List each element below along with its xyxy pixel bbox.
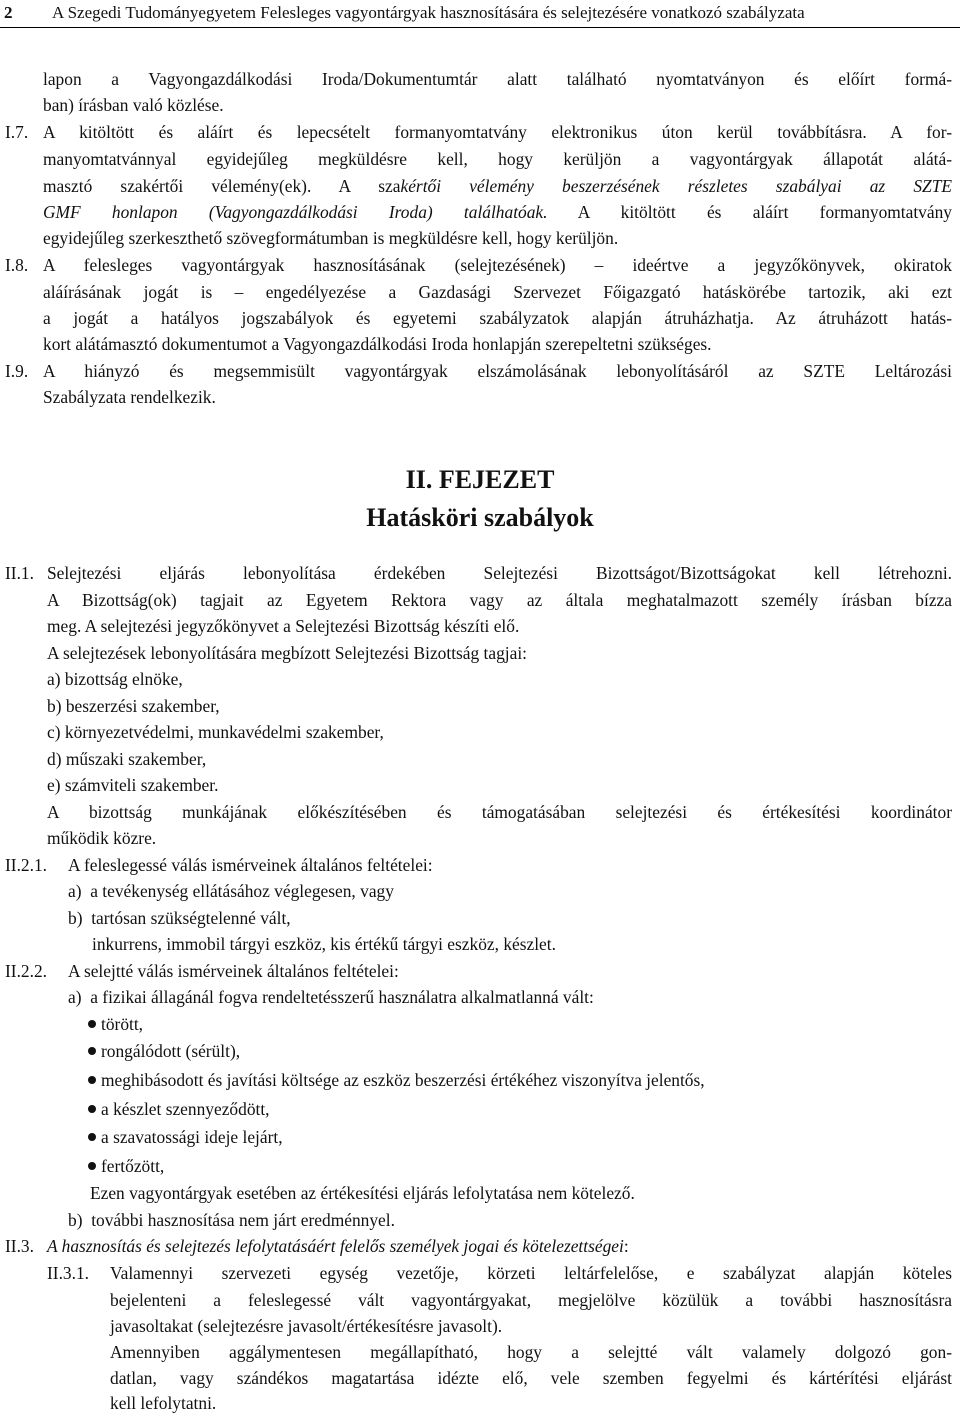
paragraph-line: aláírásának jogát is – engedélyezése a Gazdasági Szervezet Főigazgató hatáskörébe tartozik, aki ezt: [43, 282, 952, 302]
section-number: I.9.: [5, 361, 29, 381]
list-item: a) bizottság elnöke,: [47, 669, 183, 689]
bullet-icon: [88, 1105, 96, 1113]
section-number: I.7.: [5, 122, 29, 142]
paragraph-line: Ezen vagyontárgyak esetében az értékesítési eljárás lefolytatása nem kötelező.: [90, 1183, 635, 1203]
paragraph-line: A kitöltött és aláírt és lepecsételt formanyomtatvány elektronikus úton kerül továbbításra. A for-: [43, 122, 952, 142]
list-item: a) a tevékenység ellátásához véglegesen, vagy: [68, 881, 394, 901]
bullet-item: törött,: [88, 1011, 143, 1038]
section-number: II.2.2.: [5, 961, 48, 981]
header-title: A Szegedi Tudományegyetem Felesleges vagyontárgyak hasznosítására és selejtezésére vonatkozó szabályzata: [52, 3, 805, 22]
paragraph-line: Valamennyi szervezeti egység vezetője, körzeti leltárfelelőse, e szabályzat alapján köteles: [110, 1263, 952, 1283]
section-heading: A hasznosítás és selejtezés lefolytatásáért felelős személyek jogai és kötelezettségei:: [47, 1236, 629, 1256]
list-item: d) műszaki szakember,: [47, 749, 207, 769]
page-header: [0, 0, 960, 28]
paragraph-line: javasoltakat (selejtezésre javasolt/értékesítésre javasolt).: [110, 1316, 503, 1336]
paragraph-line: egyidejűleg szerkeszthető szövegformátumban is megküldésre kell, hogy kerüljön.: [43, 228, 619, 248]
section-number: II.1.: [5, 563, 34, 583]
bullet-item: a szavatossági ideje lejárt,: [88, 1124, 283, 1151]
paragraph-line: A bizottság munkájának előkészítésében és támogatásában selejtezési és értékesítési koordinátor: [47, 802, 952, 822]
paragraph-line: meg. A selejtezési jegyzőkönyvet a Selejtezési Bizottság készíti elő.: [47, 616, 520, 636]
list-item: e) számviteli szakember.: [47, 775, 219, 795]
paragraph-line: A selejtezések lebonyolítására megbízott Selejtezési Bizottság tagjai:: [47, 643, 528, 663]
paragraph-line: datlan, vagy szándékos magatartása idézte elő, vele szemben fegyelmi és kártérítési eljárást: [110, 1368, 952, 1388]
paragraph-line: kort alátámasztó dokumentumot a Vagyongazdálkodási Iroda honlapján szerepeltetni szükséges.: [43, 334, 712, 354]
bullet-item: a készlet szennyeződött,: [88, 1096, 270, 1123]
chapter-title: II. FEJEZET: [405, 465, 555, 494]
page-number: 2: [4, 3, 13, 22]
bullet-item: meghibásodott és javítási költsége az eszköz beszerzési értékéhez viszonyítva jelentős,: [88, 1067, 705, 1094]
paragraph-line: kell lefolytatni.: [110, 1393, 217, 1413]
paragraph-line: manyomtatvánnyal egyidejűleg megküldésre kell, hogy kerüljön a vagyontárgyak állapotát alátá-: [43, 149, 952, 169]
bullet-icon: [88, 1020, 96, 1028]
paragraph-line: masztó szakértői vélemény(ek). A szakértői vélemény beszerzésének részletes szabályai az SZTE: [43, 176, 952, 196]
section-number: II.3.1.: [47, 1263, 90, 1283]
paragraph-line: működik közre.: [47, 828, 157, 848]
paragraph-line: Selejtezési eljárás lebonyolítása érdekében Selejtezési Bizottságot/Bizottságokat kell létrehozni.: [47, 563, 952, 583]
bullet-icon: [88, 1076, 96, 1084]
paragraph-line: A felesleges vagyontárgyak hasznosításának (selejtezésének) – ideértve a jegyzőkönyvek, okiratok: [43, 255, 952, 275]
paragraph-line: Szabályzata rendelkezik.: [43, 387, 216, 407]
paragraph-line: Amennyiben aggálymentesen megállapítható, hogy a selejtté vált valamely dolgozó gon-: [110, 1342, 952, 1362]
paragraph-line: GMF honlapon (Vagyongazdálkodási Iroda) találhatóak. A kitöltött és aláírt formanyomtatvány: [43, 202, 952, 222]
paragraph-line: A feleslegessé válás ismérveinek általános feltételei:: [68, 855, 433, 875]
bullet-item: rongálódott (sérült),: [88, 1038, 240, 1065]
list-item: a) a fizikai állagánál fogva rendeltetésszerű használatra alkalmatlanná vált:: [68, 987, 594, 1007]
paragraph-line: lapon a Vagyongazdálkodási Iroda/Dokumentumtár alatt található nyomtatványon és előírt formá-: [43, 69, 952, 89]
paragraph-line: A hiányzó és megsemmisült vagyontárgyak elszámolásának lebonyolításáról az SZTE Leltározási: [43, 361, 952, 381]
list-item: b) beszerzési szakember,: [47, 696, 220, 716]
list-item: b) további hasznosítása nem járt eredménnyel.: [68, 1210, 395, 1230]
section-number: II.3.: [5, 1236, 34, 1256]
bullet-icon: [88, 1162, 96, 1170]
section-number: I.8.: [5, 255, 29, 275]
paragraph-line: inkurrens, immobil tárgyi eszköz, kis értékű tárgyi eszköz, készlet.: [92, 934, 556, 954]
bullet-item: fertőzött,: [88, 1153, 164, 1180]
paragraph-line: a jogát a hatályos jogszabályok és egyetemi szabályzatok alapján átruházhatja. Az átruházott hatás-: [43, 308, 952, 328]
chapter-subtitle: Hatásköri szabályok: [366, 503, 594, 532]
paragraph-line: ban) írásban való közlése.: [43, 95, 224, 115]
list-item: c) környezetvédelmi, munkavédelmi szakember,: [47, 722, 384, 742]
paragraph-line: A Bizottság(ok) tagjait az Egyetem Rektora vagy az általa meghatalmazott személy írásban bízza: [47, 590, 952, 610]
paragraph-line: A selejtté válás ismérveinek általános feltételei:: [68, 961, 399, 981]
bullet-icon: [88, 1133, 96, 1141]
section-number: II.2.1.: [5, 855, 48, 875]
list-item: b) tartósan szükségtelenné vált,: [68, 908, 291, 928]
bullet-icon: [88, 1047, 96, 1055]
paragraph-line: bejelenteni a feleslegessé vált vagyontárgyakat, megjelölve közülük a további hasznosításra: [110, 1290, 952, 1310]
